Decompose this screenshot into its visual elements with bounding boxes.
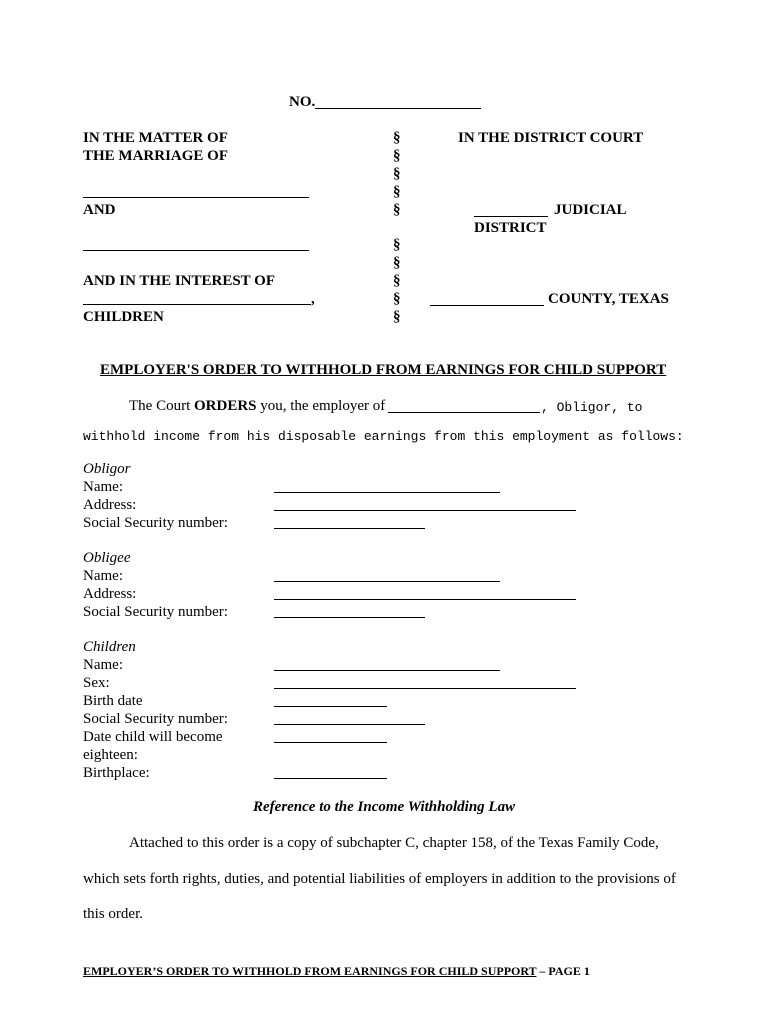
respondent-name-field[interactable] (83, 250, 309, 251)
caption-county-texas: COUNTY, TEXAS (548, 291, 669, 307)
obligor-ssn-label: Social Security number: (83, 515, 228, 531)
order-intro-b: you, the employer of (256, 398, 386, 414)
child-birth-date-field[interactable] (274, 706, 387, 707)
child-ssn-label: Social Security number: (83, 711, 228, 727)
reference-line1: Attached to this order is a copy of subchapter C, chapter 158, of the Texas Family Code, (129, 835, 659, 851)
caption-district: DISTRICT (474, 220, 547, 236)
order-intro (129, 398, 385, 415)
obligor-name-field[interactable] (274, 492, 500, 493)
section-symbol: § (393, 309, 401, 325)
child-birthplace-label: Birthplace: (83, 765, 150, 781)
obligee-name-field[interactable] (274, 581, 500, 582)
caption-judicial: JUDICIAL (554, 202, 627, 218)
caption-children: CHILDREN (83, 309, 164, 325)
obligee-address-field[interactable] (274, 599, 576, 600)
obligee-address-label: Address: (83, 586, 137, 602)
reference-line2: which sets forth rights, duties, and potential liabilities of employers in addition to the provisions of (83, 871, 676, 887)
order-line2: withhold income from his disposable earnings from this employment as follows: (83, 429, 684, 444)
document-title: EMPLOYER'S ORDER TO WITHHOLD FROM EARNINGS FOR CHILD SUPPORT (100, 362, 667, 378)
caption-and: AND (83, 202, 116, 218)
section-symbol: § (393, 166, 401, 182)
caption-district-court: IN THE DISTRICT COURT (458, 130, 644, 146)
child-eighteen-label-1: Date child will become (83, 729, 223, 745)
section-symbol: § (393, 255, 401, 271)
section-symbol: § (393, 291, 401, 307)
obligor-heading: Obligor (83, 461, 131, 477)
reference-heading: Reference to the Income Withholding Law (253, 799, 516, 815)
obligor-name-label: Name: (83, 479, 123, 495)
child-ssn-field[interactable] (274, 724, 425, 725)
children-heading: Children (83, 639, 136, 655)
child-sex-label: Sex: (83, 675, 110, 691)
child-name-label: Name: (83, 657, 123, 673)
employer-name-field[interactable] (388, 412, 540, 413)
section-symbol: § (393, 130, 401, 146)
obligor-address-field[interactable] (274, 510, 576, 511)
judicial-number-field[interactable] (474, 216, 548, 217)
child-birth-date-label: Birth date (83, 693, 143, 709)
footer-title: EMPLOYER’S ORDER TO WITHHOLD FROM EARNINGS FOR CHILD SUPPORT (83, 964, 537, 978)
child-eighteen-label-2: eighteen: (83, 747, 138, 763)
obligor-ssn-field[interactable] (274, 528, 425, 529)
child-birthplace-field[interactable] (274, 778, 387, 779)
page-footer (83, 964, 590, 979)
obligee-name-label: Name: (83, 568, 123, 584)
footer-page: – PAGE 1 (536, 964, 590, 978)
caption-matter-line2: THE MARRIAGE OF (83, 148, 229, 164)
child-sex-field[interactable] (274, 688, 576, 689)
obligor-address-label: Address: (83, 497, 137, 513)
petitioner-name-field[interactable] (83, 197, 309, 198)
obligee-ssn-field[interactable] (274, 617, 425, 618)
order-intro-bold: ORDERS (194, 398, 257, 414)
child-name-field[interactable] (274, 670, 500, 671)
reference-line3: this order. (83, 906, 143, 922)
case-number-label: NO. (289, 94, 316, 110)
caption-comma: , (311, 291, 315, 307)
caption-interest: AND IN THE INTEREST OF (83, 273, 275, 289)
obligee-heading: Obligee (83, 550, 131, 566)
section-symbol: § (393, 184, 401, 200)
county-field[interactable] (430, 305, 544, 306)
order-intro-c: , Obligor, to (541, 400, 643, 415)
child-eighteen-date-field[interactable] (274, 742, 387, 743)
section-symbol: § (393, 273, 401, 289)
section-symbol: § (393, 202, 401, 218)
case-number-field[interactable] (315, 108, 481, 109)
obligee-ssn-label: Social Security number: (83, 604, 228, 620)
caption-matter-line1: IN THE MATTER OF (83, 130, 228, 146)
section-symbol: § (393, 148, 401, 164)
section-symbol: § (393, 237, 401, 253)
children-names-field[interactable] (83, 304, 311, 305)
order-intro-a: The Court (129, 398, 194, 414)
